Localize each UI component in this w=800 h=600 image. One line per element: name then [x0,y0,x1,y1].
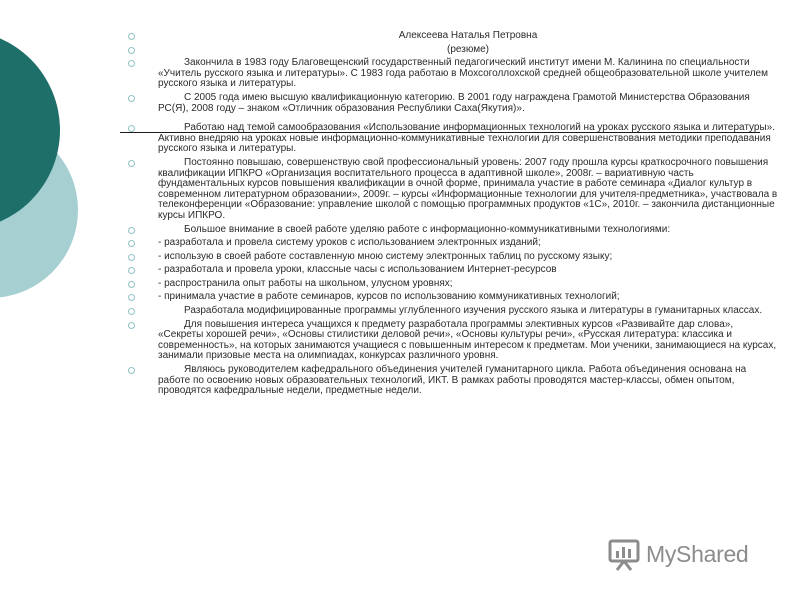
bullet-icon [128,267,135,274]
resume-name: Алексеева Наталья Петровна [398,30,538,41]
resume-text [128,31,778,400]
bullet-icon [128,125,135,132]
paragraph-programs: Разработала модифицированные программы углубленного изучения русского языка и литературы в гуманитарных классах. [184,305,763,317]
list-item [128,365,778,397]
list-item: - принимала участие в работе семинаров, курсов по использованию коммуникативных технологий; [128,292,778,303]
list-item [128,158,778,222]
list-item [128,306,778,317]
list-item [128,45,778,56]
paragraph-electives: Для повышения интереса учащихся к предмету разработала программы элективных курсов «Развивайте дар слова», «Секреты хорошей речи», «Основы стилистики деловой речи», «Основы культуры речи», «Русская литература: классика и современность», на которых занимаются учащиеся с повышенным интересом к предметам. Мои ученики, занимающиеся на курсах, занимали призовые места на олимпиадах, конкурсах различного уровня. [158,318,777,362]
paragraph-ict: Большое внимание в своей работе уделяю работе с информационно-коммуникативными технологиями: [184,223,671,235]
bullet-icon [128,367,135,374]
bullet-icon [128,240,135,247]
decorative-circles [0,0,120,330]
resume-subtitle: (резюме) [447,43,489,55]
bullet-icon [128,308,135,315]
paragraph-awards: С 2005 года имею высшую квалификационную категорию. В 2001 году награждена Грамотой Министерства Образования РС(Я), 2008 году – знаком «Отличник образования Республики Саха(Якутия)». [158,91,750,114]
bullet-icon [128,95,135,102]
bullet-icon [128,60,135,67]
bullet-icon [128,47,135,54]
bullet-icon [128,254,135,261]
paragraph-department: Являюсь руководителем кафедрального объединения учителей гуманитарного цикла. Работа объединения основана на работе по освоению новых образовательных технологий, ИКТ. В рамках работы проводятся мастер-классы, обмен опытом, проводятся кафедральные недели, предметные недели. [158,364,747,397]
list-item: - использую в своей работе составленную мною систему электронных таблиц по русскому языку; [128,252,778,263]
paragraph-courses: Постоянно повышаю, совершенствую свой профессиональный уровень: 2007 году прошла курсы краткосрочного повышения квалификации ИПКРО «Организация воспитательного процесса в адаптивной школе», 2008г. – вариативную часть фундаментальных курсов повышения квалификации в очной форме, принимала участие в работе семинара «Диалог культур в современном литературном образовании», 2009г. – курсы «Информационные технологии для учителя-предметника», участвовала в телеконференции «Образование: управление школой с помощью программных продуктов «1С», 2010г. – закончила дистанционные курсы ИПКРО. [158,156,778,221]
list-item [128,93,778,114]
list-item: - распространила опыт работы на школьном, улусном уровнях; [128,279,778,290]
list-item [128,320,778,362]
myshared-watermark [608,538,768,572]
bullet-icon [128,322,135,329]
list-item: - разработала и провела систему уроков с использованием электронных изданий; [128,238,778,249]
list-item [128,58,778,90]
bullet-icon [128,33,135,40]
bullet-icon [128,160,135,167]
bullet-icon [128,281,135,288]
list-item: - разработала и провела уроки, классные часы с использованием Интернет-ресурсов [128,265,778,276]
presentation-board-icon [608,538,642,572]
brand-text: MyShared [646,541,749,567]
paragraph-education: Закончила в 1983 году Благовещенский государственный педагогический институт имени М. Калинина по специальности «Учитель русского языка и литературы». С 1983 года работаю в Мохсоголлохской средней общеобразовательной школе учителем русского языка и литературы. [158,57,768,90]
paragraph-self-education: Работаю над темой самообразования «Использование информационных технологий на уроках русского языка и литературы». Активно внедряю на уроках новые информационно-коммуникативные технологии для совершенствования методики преподавания русского языка и литературы. [158,122,776,155]
list-item [128,31,778,42]
bullet-icon [128,227,135,234]
bullet-icon [128,294,135,301]
list-item [128,123,778,155]
list-item [128,225,778,236]
